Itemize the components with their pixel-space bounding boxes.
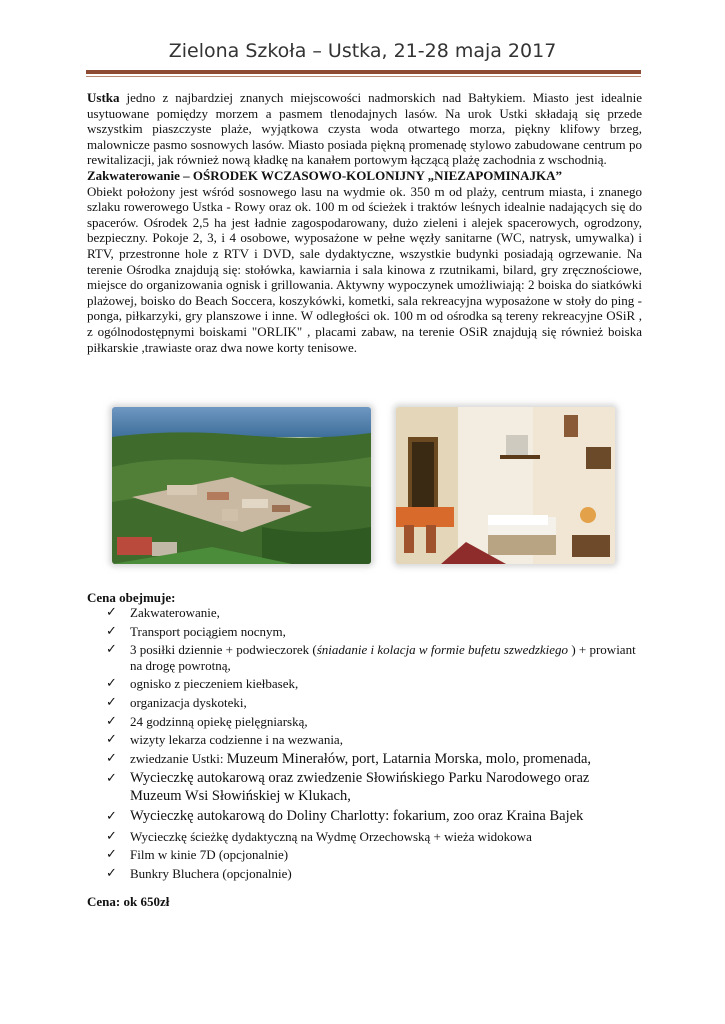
list-item: [106, 642, 641, 673]
price-text: Cena: ok 650zł: [87, 894, 170, 909]
checkmark-icon: ✓: [106, 605, 117, 620]
list-item-text: Wycieczkę autokarową oraz zwiedzenie Słowińskiego Parku Narodowego oraz Muzeum Wsi Słowińskiej w Klukach,: [130, 770, 590, 804]
hotel-room-icon: [396, 407, 615, 564]
list-item: [106, 714, 641, 730]
list-item-text: ognisko z pieczeniem kiełbasek,: [130, 676, 299, 692]
list-item: [106, 866, 641, 882]
checkmark-icon: ✓: [106, 771, 117, 787]
page-title: Zielona Szkoła – Ustka, 21-28 maja 2017: [168, 40, 557, 62]
list-item-text: Bunkry Bluchera (opcjonalnie): [130, 866, 292, 882]
list-item-text-large: Muzeum Minerałów, port, Latarnia Morska, molo, promenada,: [226, 750, 592, 767]
intro-text: jedno z najbardziej znanych miejscowości nadmorskich nad Bałtykiem. Miasto jest idealnie usytuowane pomiędzy morzem a pasmem tlenodajnych lasów. Na urok Ustki składają się przede wszystkim piaszczyste plaże, wyjątkowa czysta woda otwartego morza, piękny klifowy brzeg, malownicze pasmo sosnowych lasów. Miasto posiada piękną promenadę stylowo zabudowane centrum po rewitalizacji, jak również nową kładkę na kanałem portowym łączącą plażę zachodnia z wschodnią.: [87, 90, 642, 168]
checkmark-icon: ✓: [106, 828, 117, 844]
list-item: [106, 695, 641, 711]
list-item-text: organizacja dyskoteki,: [130, 694, 247, 710]
list-item-text: wizyty lekarza codzienne i na wezwania,: [130, 732, 343, 748]
header-rule: [86, 70, 641, 74]
list-item: [106, 624, 641, 640]
checkmark-icon: ✓: [106, 847, 117, 863]
list-item: [106, 847, 641, 863]
room-photo: [396, 407, 615, 564]
checkmark-icon: ✓: [106, 623, 117, 639]
list-item-italic: śniadanie i kolacja w formie bufetu szwedzkiego: [316, 642, 569, 658]
checkmark-icon: ✓: [106, 750, 117, 766]
list-item-text: zwiedzanie Ustki:: [130, 750, 227, 766]
checkmark-icon: ✓: [106, 809, 117, 825]
checkmark-icon: ✓: [106, 732, 117, 748]
aerial-view-icon: [112, 407, 371, 564]
list-item-text: Wycieczkę autokarową do Doliny Charlotty: fokarium, zoo oraz Kraina Bajek: [130, 808, 584, 825]
checkmark-icon: ✓: [106, 694, 117, 710]
header-rule-thin: [86, 76, 641, 77]
list-item-text: Zakwaterowanie,: [130, 605, 220, 620]
list-item-text-after: ) + prowiant na drogę powrotną,: [130, 642, 636, 673]
list-item-text: Transport pociągiem nocnym,: [130, 623, 286, 639]
list-item: [106, 676, 641, 692]
aerial-photo: [112, 407, 371, 564]
accommodation-heading: Zakwaterowanie – OŚRODEK WCZASOWO-KOLONIJNY „NIEZAPOMINAJKA”: [87, 167, 563, 183]
list-item-text: 24 godzinną opiekę pielęgniarską,: [130, 713, 308, 729]
includes-heading: Cena obejmuje:: [87, 590, 176, 605]
list-item: [106, 770, 641, 805]
includes-list: [106, 605, 641, 885]
checkmark-icon: ✓: [106, 642, 117, 658]
list-item: [106, 808, 641, 826]
list-item: [106, 605, 641, 621]
list-item-text: Wycieczkę ścieżkę dydaktyczną na Wydmę Orzechowską + wieża widokowa: [130, 828, 532, 844]
list-item: [106, 732, 641, 748]
intro-paragraph: [87, 90, 642, 168]
list-item: [106, 751, 641, 768]
list-item: [106, 829, 641, 845]
checkmark-icon: ✓: [106, 713, 117, 729]
checkmark-icon: ✓: [106, 866, 117, 882]
list-item-text: 3 posiłki dziennie + podwieczorek (: [130, 642, 317, 658]
checkmark-icon: ✓: [106, 676, 117, 692]
body-text: [87, 90, 642, 355]
intro-town: Ustka: [87, 90, 120, 105]
accommodation-paragraph: Obiekt położony jest wśród sosnowego lasu na wydmie ok. 350 m od plaży, centrum miasta, i znanego szlaku rowerowego Ustka - Rowy oraz ok. 100 m od ścieżek i traktów leśnych idealnie nadających się do spacerów. Ośrodek 2,5 ha jest ładnie zagospodarowany, dużo zieleni i alejek spacerowych, ogrodzony, bezpieczny. Pokoje 2, 3, i 4 osobowe, wyposażone w pełne węzły sanitarne (WC, natrysk, umywalka) i RTV, przestronne hole z RTV i DVD, sale dydaktyczne, wszystkie budynki posiadają ogrzewanie. Na terenie Ośrodka znajdują się: stołówka, kawiarnia i sala kinowa z rzutnikami, bilard, gry zręcznościowe, miejsce do organizowania ognisk i grillowania. Aktywny wypoczynek umożliwiają: 2 boiska do siatkówki plażowej, boisko do Beach Soccera, koszykówki, kometki, sala rekreacyjna wyposażone w stoły do ping - ponga, piłkarzyki, gry planszowe i inne. W odległości ok. 100 m od ośrodka są tereny rekreacyjne OSiR , z ogólnodostępnymi boiskami "ORLIK" , placami zabaw, na terenie OSiR znajdują się również boiska piłkarskie ,trawiaste oraz dwa nowe korty tenisowe.: [87, 183, 642, 355]
list-item-text: Film w kinie 7D (opcjonalnie): [130, 847, 289, 863]
